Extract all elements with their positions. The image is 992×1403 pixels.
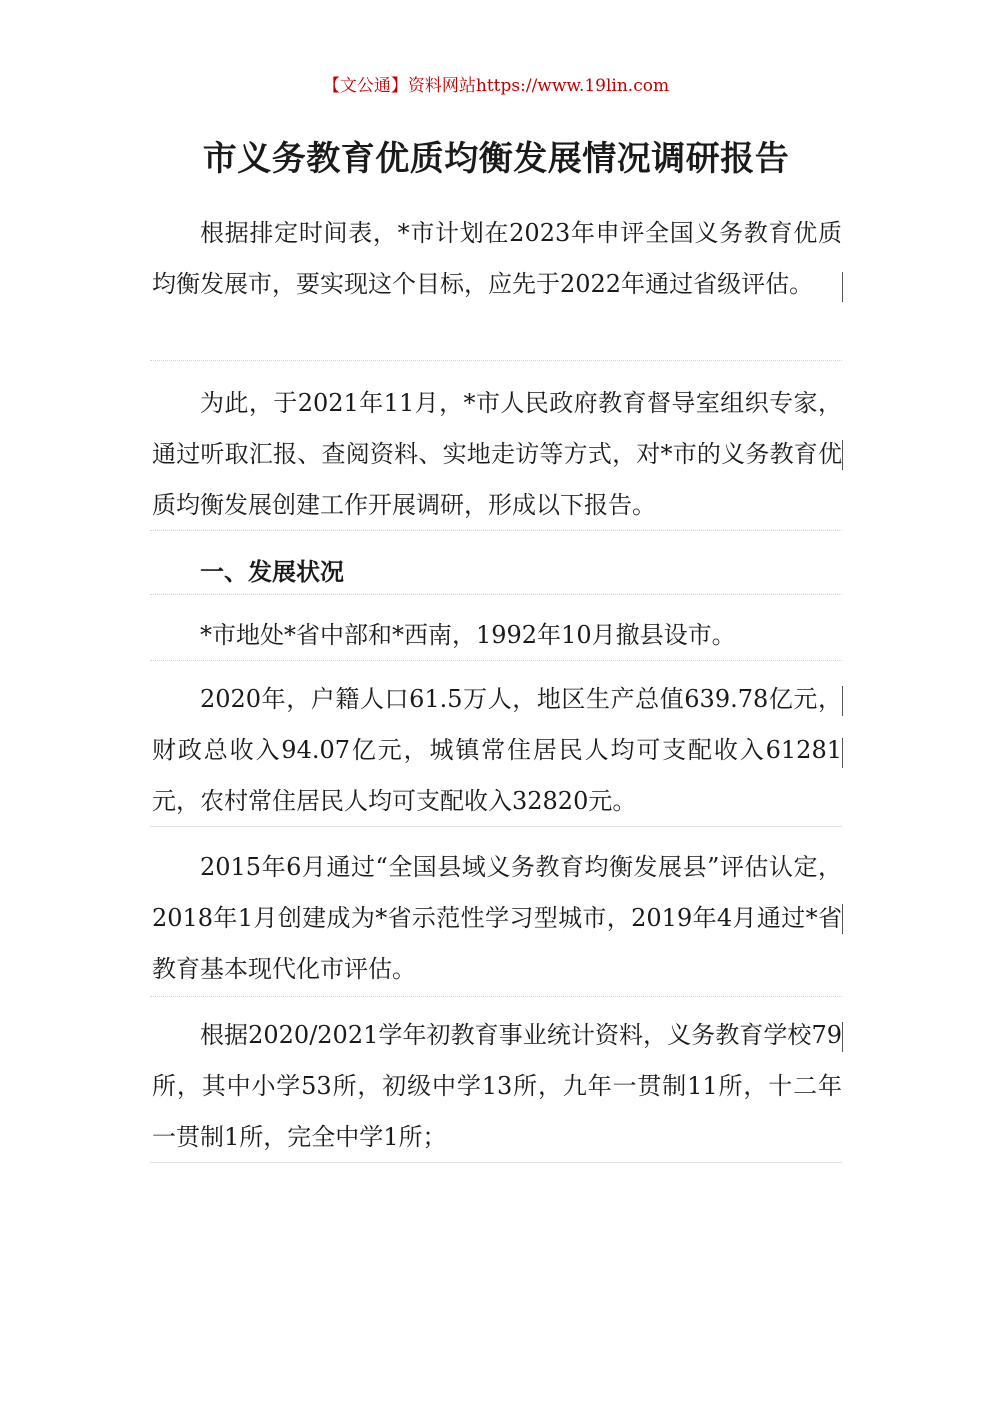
section-heading: 一、发展状况 bbox=[200, 557, 344, 586]
paragraph-intro: 根据排定时间表，*市计划在2023年申评全国义务教育优质均衡发展市，要实现这个目标，应先于2022年通过省级评估。 bbox=[152, 219, 842, 298]
paragraph-divider bbox=[150, 530, 842, 531]
line-edge-mark bbox=[842, 1022, 843, 1052]
line-edge-mark bbox=[842, 904, 843, 934]
paragraph-location: *市地处*省中部和*西南，1992年10月撤县设市。 bbox=[200, 621, 736, 649]
paragraph-divider bbox=[150, 1162, 842, 1163]
paragraph-statistics: 根据2020/2021学年初教育事业统计资料，义务教育学校79所，其中小学53所，初级中学13所，九年一贯制11所，十二年一贯制1所，完全中学1所； bbox=[152, 1021, 842, 1151]
line-edge-mark bbox=[842, 686, 843, 716]
paragraph-divider bbox=[150, 826, 842, 827]
line-edge-mark bbox=[842, 440, 843, 470]
line-edge-mark bbox=[842, 738, 843, 768]
source-website-link[interactable]: 【文公通】资料网站https://www.19lin.com bbox=[322, 76, 670, 96]
document-title: 市义务教育优质均衡发展情况调研报告 bbox=[202, 139, 790, 179]
paragraph-divider bbox=[150, 360, 842, 361]
paragraph-divider bbox=[150, 996, 842, 997]
paragraph-history: 2015年6月通过“全国县域义务教育均衡发展县”评估认定，2018年1月创建成为*省示范性学习型城市，2019年4月通过*省教育基本现代化市评估。 bbox=[152, 853, 842, 983]
paragraph-divider bbox=[150, 660, 842, 661]
paragraph-economy: 2020年，户籍人口61.5万人，地区生产总值639.78亿元，财政总收入94.07亿元，城镇常住居民人均可支配收入61281元，农村常住居民人均可支配收入32820元。 bbox=[152, 685, 842, 815]
paragraph-divider bbox=[150, 594, 842, 595]
line-edge-mark bbox=[842, 272, 843, 302]
paragraph-purpose: 为此，于2021年11月，*市人民政府教育督导室组织专家，通过听取汇报、查阅资料、实地走访等方式，对*市的义务教育优质均衡发展创建工作开展调研，形成以下报告。 bbox=[152, 389, 842, 519]
